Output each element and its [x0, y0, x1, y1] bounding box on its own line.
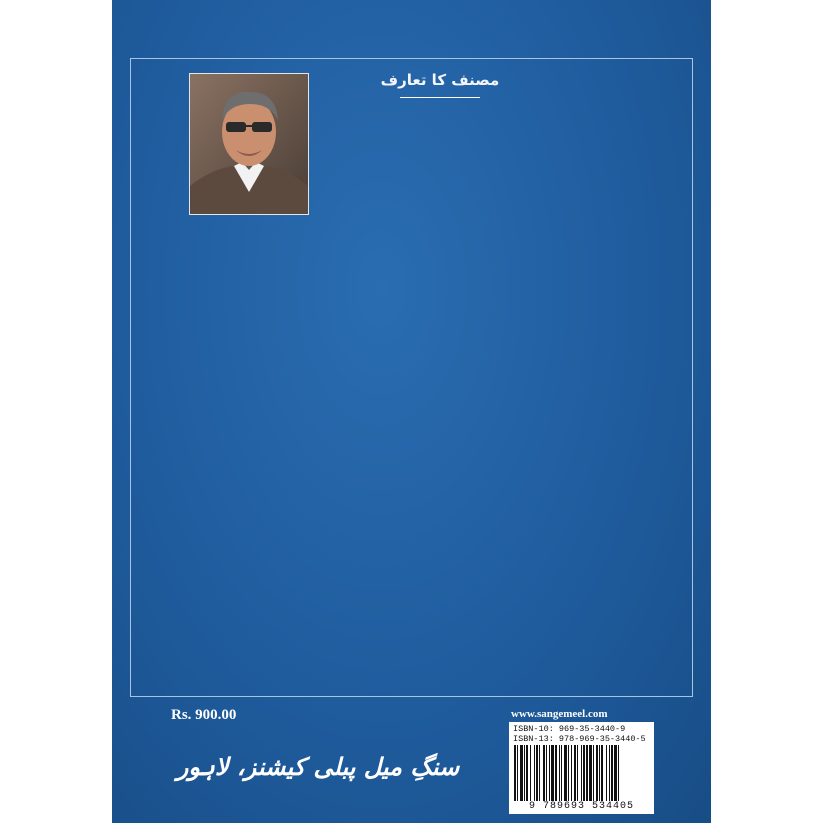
author-photo	[189, 73, 309, 215]
publisher-name: سنگِ میل پبلی کیشنز، لاہور	[176, 752, 460, 781]
barcode-icon	[512, 745, 651, 803]
barcode-number: 9 789693 534405	[528, 801, 634, 812]
heading-underline	[400, 97, 480, 98]
section-heading: مصنف کا تعارف	[380, 71, 500, 89]
isbn-13: ISBN-13: 978-969-35-3440-5	[513, 734, 646, 744]
author-portrait-icon	[190, 74, 308, 214]
price-label: Rs. 900.00	[171, 707, 237, 723]
isbn-10: ISBN-10: 969-35-3440-9	[513, 724, 626, 734]
barcode-panel	[509, 722, 654, 814]
website-url: www.sangemeel.com	[511, 708, 608, 720]
